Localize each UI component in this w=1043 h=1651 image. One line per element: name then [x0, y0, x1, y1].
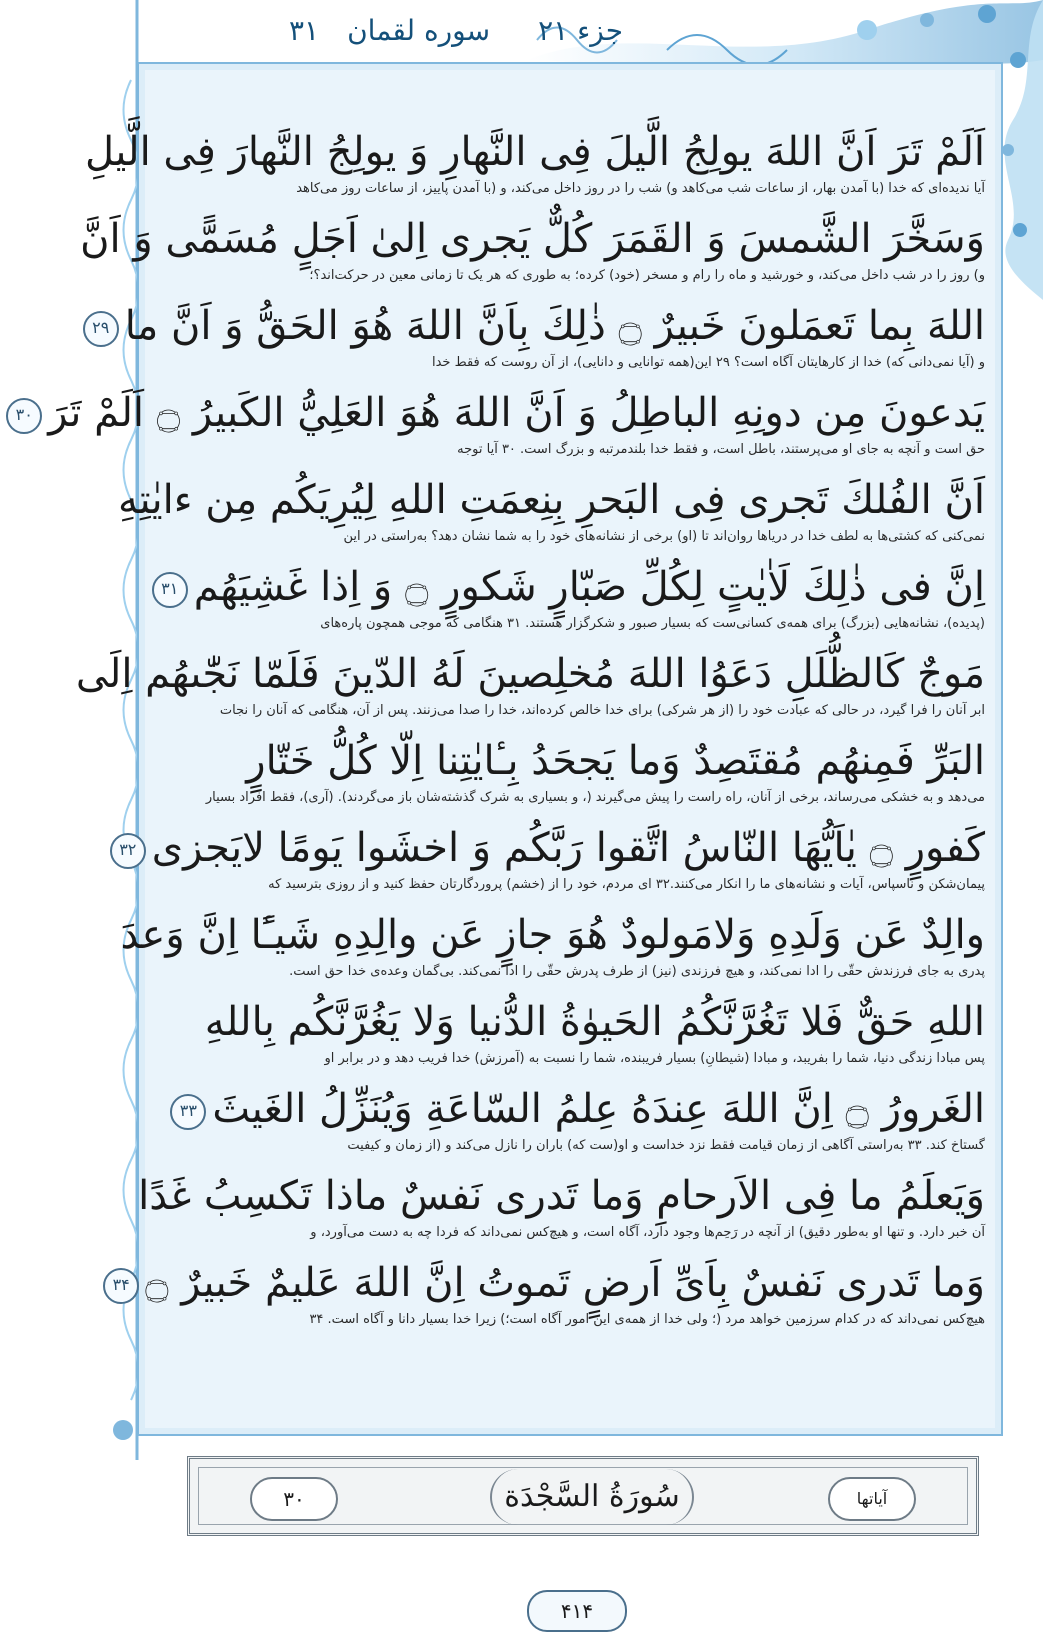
surah-title: سُورَةُ السَّجْدَة	[490, 1469, 694, 1525]
arabic-text: يَدعونَ مِن دونِهِ الباطِلُ وَ اَنَّ اللهَ هُوَ العَلِيُّ الكَبيرُ ۝ اَلَمْ تَرَ۳۰	[153, 385, 985, 441]
translation-text: پیمان‌شکن و ناسپاس، آیات و نشانه‌های ما را انکار می‌کنند.۳۲ ای مردم، خود را از (خشم) پروردگارتان حفظ کنید و از روزی بترسید که	[268, 877, 985, 892]
verse-line	[75, 646, 985, 720]
verse-line	[15, 385, 985, 459]
verse-count: ۳۰	[250, 1477, 338, 1521]
translation-text: آن خبر دارد. و تنها او به‌طور دقیق) از آنچه در رَحِم‌ها وجود دارد، آگاه است، و هیچ‌کس نمی‌داند که فردا چه به دست می‌آورد، و	[310, 1225, 985, 1240]
verse-line	[120, 907, 985, 981]
arabic-text: اَنَّ الفُلكَ تَجرى فِى البَحرِ بِنِعمَتِ اللهِ لِيُرِيَكُم مِن ءايٰتِهِ	[118, 477, 985, 523]
translation-text: حق است و آنچه به جای او می‌پرستند، باطل است، و فقط خدا بلندمرتبه و بزرگ است. ۳۰ آیا توجه	[457, 442, 985, 457]
verse-line	[112, 1255, 985, 1329]
arabic-text: والِدٌ عَن وَلَدِهِ وَلامَولودٌ هُوَ جازٍ عَن والِدِهِ شَيـًٔا اِنَّ وَعدَ	[120, 912, 985, 958]
verse-line	[153, 733, 985, 807]
ayah-number-marker: ۳۴	[103, 1268, 139, 1304]
surah-label: سوره لقمان	[347, 14, 491, 47]
verse-line	[92, 298, 985, 372]
arabic-text: اَلَمْ تَرَ اَنَّ اللهَ يولِجُ الَّيلَ فِى النَّهارِ وَ يولِجُ النَّهارَ فِى الَّيلِ	[85, 129, 985, 175]
page-number: ۴۱۴	[527, 1590, 627, 1632]
page-header	[289, 14, 623, 47]
translation-text: هیچ‌کس نمی‌داند که در کدام سرزمین خواهد مرد (؛ ولی خدا از همه‌ی این امور آگاه است؛) زیرا خدا بسیار دانا و آگاه است. ۳۴	[309, 1312, 985, 1327]
verse-line	[80, 211, 985, 285]
translation-text: ابر آنان را فرا گیرد، در حالی که عبادت خود را (از هر شرکی) برای خدا خالص کرده‌اند، خدا را صدا می‌زنند. پس از آن، هنگامی که آنان را نجات	[219, 703, 985, 718]
arabic-text: مَوجٌ كَالظُّلَلِ دَعَوُا اللهَ مُخلِصينَ لَهُ الدّينَ فَلَمّا نَجّٰىهُم اِلَى	[75, 651, 985, 697]
verse-line	[153, 559, 985, 633]
surah-banner	[187, 1456, 979, 1536]
arabic-text: وَيَعلَمُ ما فِى الاَرحامِ وَما تَدرى نَفسٌ ماذا تَكسِبُ غَدًا	[138, 1173, 985, 1219]
translation-text: پس مبادا زندگی دنیا، شما را بفریبد، و مبادا (شیطانِ) بسیار فریبنده، شما را نسبت به (آمرزش) خدا فریب دهد و در برابر او	[324, 1051, 985, 1066]
verse-count-label: آیاتها	[828, 1477, 916, 1521]
verse-line	[85, 124, 985, 198]
translation-text: آیا ندیده‌ای که خدا (با آمدن بهار، از ساعات شب می‌کاهد و) شب را در روز داخل می‌کند، و (با آمدن پاییز، از ساعات روز می‌کاهد	[296, 181, 985, 196]
translation-text: (پدیده)، نشانه‌هایی (بزرگ) برای همه‌ی کسانی‌ست که بسیار صبور و شکرگزار هستند. ۳۱ هنگامی که موجی همچون پاره‌های	[320, 616, 985, 631]
translation-text: و) روز را در شب داخل می‌کند، و خورشید و ماه را رام و مسخر (خود) کرده؛ به طوری که هر یک تا زمانی معین در حرکت‌اند؟؛	[309, 268, 985, 283]
translation-text: گستاخ کند. ۳۳ به‌راستی آگاهی از زمان قیامت فقط نزد خداست و او(ست که) باران را نازل می‌کند و (از زمان و کیفیت	[347, 1138, 985, 1153]
juz-label: جزء ۲۱	[538, 14, 623, 47]
translation-text: و (آیا نمی‌دانی که) خدا از کارهایتان آگاه است؟ ۲۹ این(همه توانایی و دانایی)، از آن روست که فقط خدا	[432, 355, 985, 370]
ayah-number-marker: ۲۹	[83, 311, 119, 347]
arabic-text: البَرِّ فَمِنهُم مُقتَصِدٌ وَما يَجحَدُ بِـٔايٰتِنا اِلّا كُلُّ خَتّارٍ	[246, 738, 985, 784]
arabic-text: كَفورٍ ۝ يٰاَيُّهَا النّاسُ اتَّقوا رَبَّكُم وَ اخشَوا يَومًا لايَجزى۳۲	[153, 820, 985, 876]
verse-line	[118, 472, 985, 546]
ayah-number-marker: ۳۱	[152, 572, 188, 608]
ayah-number-marker: ۳۰	[6, 398, 42, 434]
verse-line	[153, 994, 985, 1068]
verse-line	[138, 1168, 985, 1242]
arabic-text: اللهَ بِما تَعمَلونَ خَبيرٌ ۝ ذٰلِكَ بِاَنَّ اللهَ هُوَ الحَقُّ وَ اَنَّ ما۲۹	[153, 298, 985, 354]
arabic-text: اللهِ حَقٌّ فَلا تَغُرَّنَّكُمُ الحَيوٰةُ الدُّنيا وَلا يَغُرَّنَّكُم بِاللهِ	[204, 999, 985, 1045]
arabic-text: وَما تَدرى نَفسٌ بِاَىِّ اَرضٍ تَموتُ اِنَّ اللهَ عَليمٌ خَبيرٌ ۝۳۴	[153, 1255, 985, 1311]
verse-line	[153, 1081, 985, 1155]
translation-text: می‌دهد و به خشکی می‌رساند، برخی از آنان، راه راست را پیش می‌گیرند (، و بسیاری به شرک گذشته‌شان باز می‌گردند). (آری)، فقط افراد بسیار	[205, 790, 985, 805]
arabic-text: اِنَّ فى ذٰلِكَ لَاٰيٰتٍ لِكُلِّ صَبّارٍ شَكورٍ ۝ وَ اِذا غَشِيَهُم۳۱	[153, 559, 985, 615]
arabic-text: الغَرورُ ۝ اِنَّ اللهَ عِندَهُ عِلمُ السّاعَةِ وَيُنَزِّلُ الغَيثَ۳۳	[153, 1081, 985, 1137]
text-frame	[15, 62, 1003, 1436]
arabic-text: وَسَخَّرَ الشَّمسَ وَ القَمَرَ كُلٌّ يَجرى اِلىٰ اَجَلٍ مُسَمًّى وَ اَنَّ	[80, 216, 985, 262]
verse-line	[119, 820, 985, 894]
surah-number: ۳۱	[289, 14, 320, 47]
ayah-number-marker: ۳۳	[170, 1094, 206, 1130]
translation-text: نمی‌کنی که کشتی‌ها به لطف خدا در دریاها روان‌اند تا (او) برخی از نشانه‌های خود را به شما نشان دهد؟ به‌راستی در این	[343, 529, 985, 544]
translation-text: پدری به جای فرزندش حقّی را ادا نمی‌کند، و هیچ فرزندی (نیز) از طرف پدرش حقّی را ادا نمی‌کند. بی‌گمان وعده‌ی خدا حق است.	[289, 964, 985, 979]
ayah-number-marker: ۳۲	[110, 833, 146, 869]
quran-page	[15, 0, 1043, 1651]
